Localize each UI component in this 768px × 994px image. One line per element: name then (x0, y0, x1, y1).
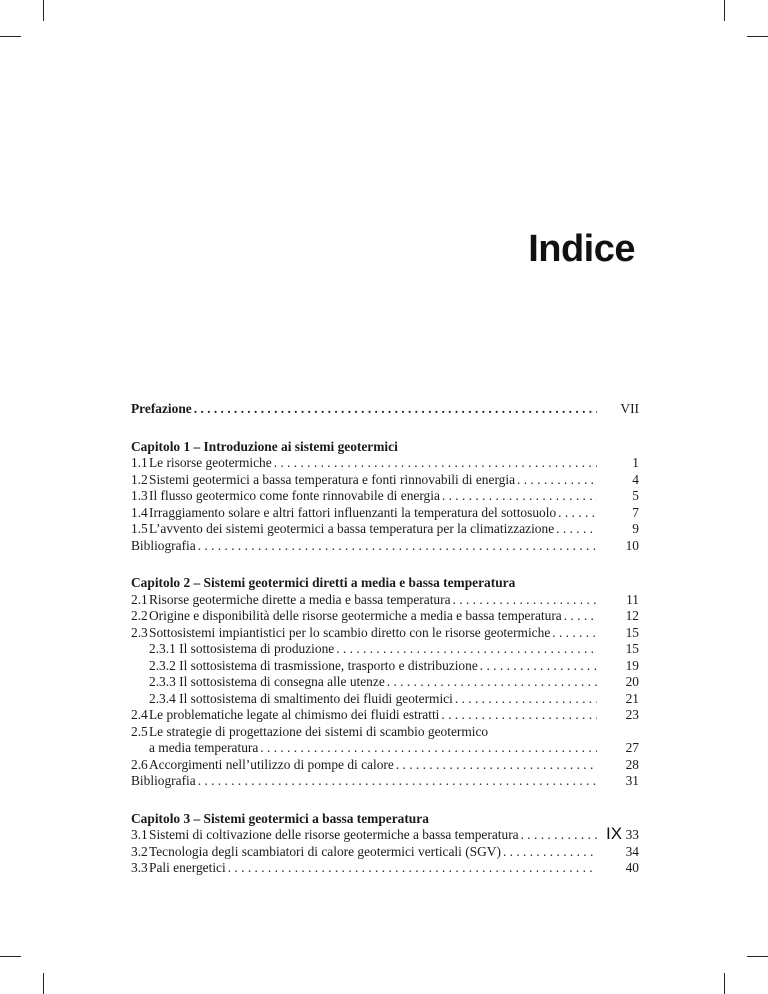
toc-entry[interactable] (131, 691, 639, 708)
crop-mark (43, 973, 44, 994)
section-number: 3.1 (131, 827, 148, 842)
crop-mark (0, 956, 21, 957)
page-ref: 34 (625, 843, 639, 859)
chapter-title: Capitolo 1 – Introduzione ai sistemi geotermici (131, 438, 398, 454)
page-ref: 31 (625, 773, 639, 788)
page-ref: 21 (625, 690, 639, 706)
entry-title: 2.3.3 Il sottosistema di consegna alle utenze (149, 674, 385, 689)
toc-entry[interactable] (131, 472, 639, 489)
page-ref: 23 (625, 707, 639, 722)
toc-entry[interactable] (131, 658, 639, 675)
entry-title: 2.3.2 Il sottosistema di trasmissione, trasporto e distribuzione (149, 657, 478, 673)
page-ref: 12 (625, 608, 639, 623)
crop-mark (0, 36, 21, 37)
crop-mark (747, 36, 768, 37)
dot-leader (558, 505, 597, 522)
section-number: 1.3 (131, 488, 148, 503)
section-number: 2.6 (131, 756, 148, 772)
page-ref: 19 (625, 657, 639, 673)
dot-leader (455, 691, 597, 708)
entry-title: Prefazione (131, 401, 192, 416)
page-number: IX (606, 824, 623, 843)
page-ref: 40 (625, 860, 639, 875)
page-ref: 20 (625, 674, 639, 689)
section-number: 2.4 (131, 707, 148, 722)
entry-title: Bibliografia (131, 537, 196, 553)
section-number: 1.5 (131, 521, 148, 536)
section-number: 1.1 (131, 455, 148, 470)
entry-title: Irraggiamento solare e altri fattori influenzanti la temperatura del sottosuolo (149, 504, 557, 520)
section-number: 2.2 (131, 608, 148, 623)
entry-title: 2.3.1 Il sottosistema di produzione (149, 641, 335, 656)
dot-leader (453, 592, 597, 609)
section-number: 3.3 (131, 860, 148, 875)
page-title: Indice (528, 228, 635, 270)
entry-title: Bibliografia (131, 773, 196, 788)
toc-entry[interactable] (131, 455, 639, 472)
page-ref: 1 (632, 455, 639, 470)
chapter-title: Capitolo 2 – Sistemi geotermici diretti a media e bassa temperatura (131, 575, 516, 590)
entry-title: Accorgimenti nell’utilizzo di pompe di calore (149, 756, 394, 772)
toc-entry[interactable] (131, 521, 639, 538)
entry-title: Sottosistemi impiantistici per lo scambio diretto con le risorse geotermiche (149, 624, 551, 640)
dot-leader (517, 472, 597, 489)
table-of-contents (131, 401, 639, 877)
dot-leader (274, 455, 597, 472)
toc-entry[interactable] (131, 707, 639, 724)
section-number: 1.4 (131, 504, 148, 520)
toc-entry[interactable] (131, 505, 639, 522)
page-ref: 11 (626, 591, 639, 607)
page-ref: 7 (632, 504, 639, 520)
toc-entry[interactable] (131, 827, 639, 844)
dot-leader (442, 488, 597, 505)
page-ref: 15 (625, 624, 639, 640)
page-ref: 9 (632, 521, 639, 536)
crop-mark (724, 973, 725, 994)
section-number: 2.1 (131, 591, 148, 607)
entry-title: Le problematiche legate al chimismo dei fluidi estratti (149, 707, 440, 722)
chapter-title: Capitolo 3 – Sistemi geotermici a bassa temperatura (131, 810, 429, 826)
section-number: 2.3 (131, 624, 148, 640)
toc-entry[interactable] (131, 740, 639, 757)
entry-title: Le strategie di progettazione dei sistemi di scambio geotermico (149, 723, 489, 739)
dot-leader (198, 773, 597, 790)
entry-title: Sistemi di coltivazione delle risorse geotermiche a bassa temperatura (149, 827, 519, 842)
dot-leader (480, 658, 597, 675)
toc-entry[interactable] (131, 608, 639, 625)
toc-entry[interactable] (131, 625, 639, 642)
entry-title: Pali energetici (149, 860, 226, 875)
dot-leader (228, 860, 597, 877)
page-ref: 33 (625, 827, 639, 842)
toc-entry[interactable] (131, 401, 639, 418)
crop-mark (724, 0, 725, 21)
dot-leader (198, 538, 597, 555)
dot-leader (556, 521, 597, 538)
toc-entry[interactable] (131, 592, 639, 609)
section-number: 3.2 (131, 843, 148, 859)
section-number: 1.2 (131, 471, 148, 487)
toc-entry[interactable] (131, 724, 639, 741)
page-ref: VII (620, 401, 639, 416)
dot-leader (552, 625, 597, 642)
entry-title: Tecnologia degli scambiatori di calore geotermici verticali (SGV) (149, 843, 501, 859)
entry-title: Risorse geotermiche dirette a media e bassa temperatura (149, 591, 451, 607)
dot-leader (194, 401, 597, 418)
page-ref: 28 (625, 756, 639, 772)
dot-leader (441, 707, 597, 724)
toc-entry[interactable] (131, 844, 639, 861)
toc-entry[interactable] (131, 488, 639, 505)
page-ref: 5 (632, 488, 639, 503)
toc-entry[interactable] (131, 674, 639, 691)
page-ref: 27 (625, 740, 639, 755)
toc-entry[interactable] (131, 538, 639, 555)
entry-title: Le risorse geotermiche (149, 455, 272, 470)
page-ref: 4 (632, 471, 639, 487)
entry-title: L’avvento dei sistemi geotermici a bassa temperatura per la climatizzazione (149, 521, 555, 536)
toc-chapter-heading (131, 575, 639, 592)
toc-chapter-heading (131, 811, 639, 828)
toc-entry[interactable] (131, 860, 639, 877)
dot-leader (260, 740, 597, 757)
entry-title: 2.3.4 Il sottosistema di smaltimento dei fluidi geotermici (149, 690, 453, 706)
toc-chapter-heading (131, 439, 639, 456)
page-ref: 15 (625, 641, 639, 656)
section-number: 2.5 (131, 723, 148, 739)
entry-title: a media temperatura (149, 740, 259, 755)
page-ref: 10 (625, 537, 639, 553)
dot-leader (564, 608, 597, 625)
entry-title: Origine e disponibilità delle risorse geotermiche a media e bassa temperatura (149, 608, 562, 623)
toc-entry[interactable] (131, 773, 639, 790)
dot-leader (336, 641, 597, 658)
toc-entry[interactable] (131, 757, 639, 774)
dot-leader (387, 674, 597, 691)
entry-title: Il flusso geotermico come fonte rinnovabile di energia (149, 488, 440, 503)
toc-entry[interactable] (131, 641, 639, 658)
crop-mark (747, 956, 768, 957)
dot-leader (503, 844, 597, 861)
entry-title: Sistemi geotermici a bassa temperatura e fonti rinnovabili di energia (149, 471, 516, 487)
crop-mark (43, 0, 44, 21)
dot-leader (396, 757, 597, 774)
dot-leader (521, 827, 597, 844)
